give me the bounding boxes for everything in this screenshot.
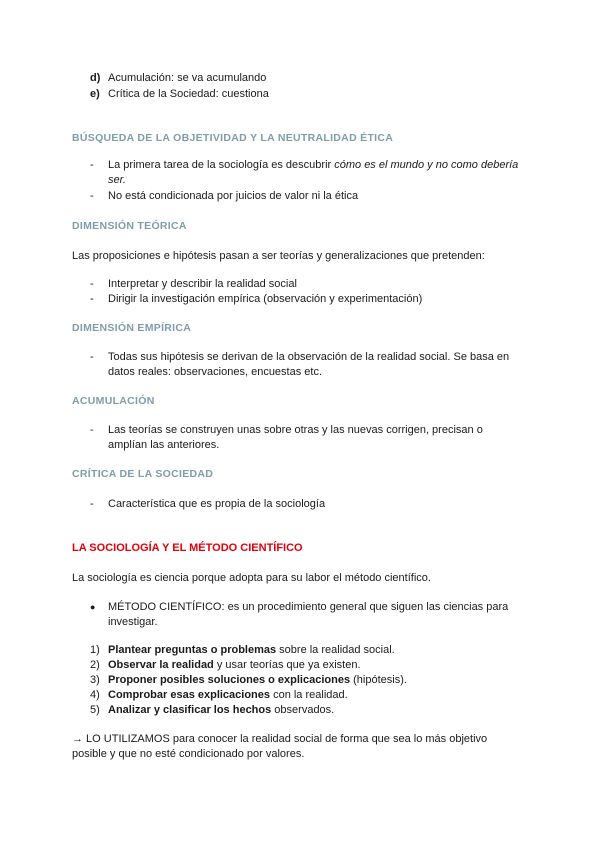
list-item bbox=[90, 189, 520, 204]
step-bold: Observar la realidad bbox=[108, 659, 214, 671]
item-emphasis: cómo es el mundo y no como debería ser. bbox=[108, 159, 519, 186]
item-text: La primera tarea de la sociología es descubrir bbox=[108, 159, 335, 171]
list-item-d bbox=[90, 72, 266, 84]
item-text: Característica que es propia de la sociología bbox=[108, 498, 326, 510]
list-item-text: Crítica de la Sociedad: cuestiona bbox=[108, 88, 269, 100]
list-item bbox=[90, 423, 520, 453]
section-heading-critica: CRÍTICA DE LA SOCIEDAD bbox=[72, 468, 214, 480]
number-marker: 1) bbox=[90, 644, 100, 656]
step-text: observados. bbox=[271, 704, 335, 716]
item-text: No está condicionada por juicios de valor ni la ética bbox=[108, 190, 359, 202]
list-marker: e) bbox=[90, 88, 100, 100]
paragraph: La sociología es ciencia porque adopta para su labor el método científico. bbox=[72, 572, 431, 584]
step-text: sobre la realidad social. bbox=[276, 644, 395, 656]
dash-marker: - bbox=[90, 498, 94, 510]
section-heading-objetividad: BÚSQUEDA DE LA OBJETIVIDAD Y LA NEUTRALIDAD ÉTICA bbox=[72, 132, 394, 144]
step-text: y usar teorías que ya existen. bbox=[213, 659, 361, 671]
item-text: Todas sus hipótesis se derivan de la observación de la realidad social. Se basa en datos reales: observaciones, encuestas etc. bbox=[108, 351, 510, 378]
number-marker: 3) bbox=[90, 674, 100, 686]
numbered-item bbox=[90, 688, 520, 703]
step-bold: Comprobar esas explicaciones bbox=[108, 689, 271, 701]
step-bold: Plantear preguntas o problemas bbox=[108, 644, 277, 656]
list-item bbox=[90, 158, 520, 188]
list-item bbox=[90, 497, 520, 512]
section-heading-acumulacion: ACUMULACIÓN bbox=[72, 395, 155, 407]
numbered-item bbox=[90, 643, 520, 658]
numbered-item bbox=[90, 703, 520, 718]
dash-marker: - bbox=[90, 159, 94, 171]
step-bold: Analizar y clasificar los hechos bbox=[108, 704, 272, 716]
section-heading-empirica: DIMENSIÓN EMPÍRICA bbox=[72, 322, 192, 334]
number-marker: 5) bbox=[90, 704, 100, 716]
number-marker: 4) bbox=[90, 689, 100, 701]
numbered-item bbox=[90, 673, 520, 688]
list-item bbox=[90, 292, 520, 307]
dash-marker: - bbox=[90, 293, 94, 305]
step-text: con la realidad. bbox=[270, 689, 348, 701]
conclusion-paragraph: → LO UTILIZAMOS para conocer la realidad social de forma que sea lo más objetivo posible y que no esté condicionado por valores. bbox=[72, 733, 488, 760]
step-bold: Proponer posibles soluciones o explicaciones bbox=[108, 674, 351, 686]
item-text: MÉTODO CIENTÍFICO: es un procedimiento general que siguen las ciencias para investigar. bbox=[108, 601, 509, 628]
list-marker: d) bbox=[90, 72, 101, 84]
paragraph: Las proposiciones e hipótesis pasan a ser teorías y generalizaciones que pretenden: bbox=[72, 250, 485, 262]
step-text: (hipótesis). bbox=[350, 674, 407, 686]
number-marker: 2) bbox=[90, 659, 100, 671]
item-text: Dirigir la investigación empírica (observación y experimentación) bbox=[108, 293, 423, 305]
list-item-e bbox=[90, 88, 269, 100]
item-text: Las teorías se construyen unas sobre otras y las nuevas corrigen, precisan o amplían las anteriores. bbox=[108, 424, 483, 451]
section-heading-teorica: DIMENSIÓN TEÓRICA bbox=[72, 220, 187, 232]
list-item-text: Acumulación: se va acumulando bbox=[108, 72, 267, 84]
dash-marker: - bbox=[90, 351, 94, 363]
bullet-item bbox=[90, 600, 520, 630]
bullet-marker: ● bbox=[90, 602, 96, 612]
list-item bbox=[90, 350, 520, 380]
dash-marker: - bbox=[90, 424, 94, 436]
list-item bbox=[90, 277, 520, 292]
numbered-item bbox=[90, 658, 520, 673]
dash-marker: - bbox=[90, 190, 94, 202]
section-heading-metodo: LA SOCIOLOGÍA Y EL MÉTODO CIENTÍFICO bbox=[72, 542, 303, 554]
item-text: Interpretar y describir la realidad social bbox=[108, 278, 297, 290]
dash-marker: - bbox=[90, 278, 94, 290]
